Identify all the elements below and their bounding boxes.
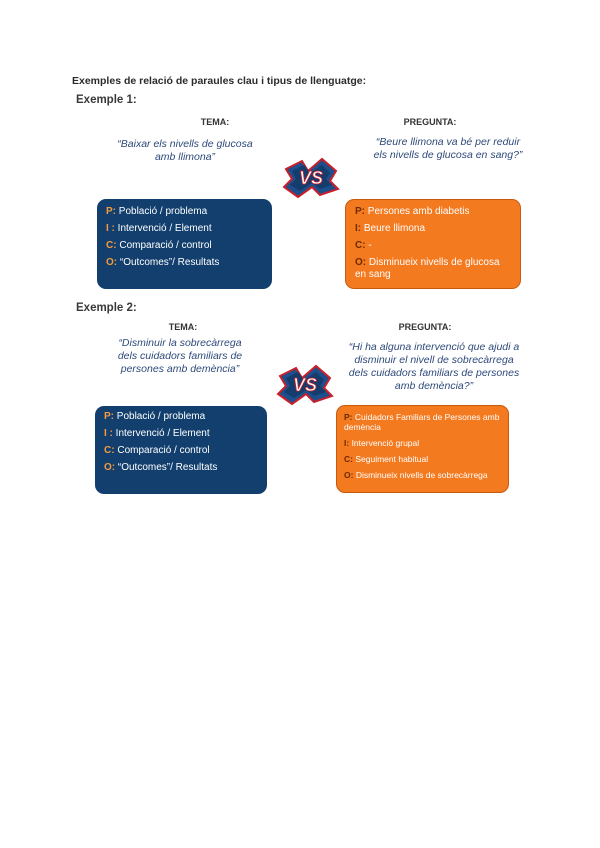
pico-row: I : Intervenció / Element (106, 223, 212, 234)
example-2-tema-quote: “Disminuir la sobrecàrrega dels cuidadors familiars de persones amb demència” (117, 337, 243, 375)
pico-row: C: Seguiment habitual (344, 454, 429, 464)
example-2-tema-heading: TEMA: (168, 322, 198, 332)
example-1-tema-quote: “Baixar els nivells de glucosa amb llimona” (117, 138, 253, 163)
pico-row: O: “Outcomes”/ Resultats (106, 257, 220, 268)
example-1-pico-legend (97, 199, 272, 289)
svg-text:VS: VS (298, 168, 324, 188)
pico-row: P: Població / problema (104, 411, 206, 422)
example-1-pregunta-quote: “Beure llimona va bé per reduir els nivells de glucosa en sang?” (373, 136, 523, 161)
example-1-pregunta-heading: PREGUNTA: (403, 117, 457, 127)
example-1-pico-answer (345, 199, 521, 289)
pico-row: C: Comparació / control (104, 445, 210, 456)
example-2-label: Exemple 2: (76, 302, 137, 314)
pico-row: I : Intervenció / Element (104, 428, 210, 439)
pico-row: I: Intervenció grupal (344, 438, 420, 448)
pico-row: P: Població / problema (106, 206, 208, 217)
page-title: Exemples de relació de paraules clau i tipus de llenguatge: (72, 75, 367, 87)
example-1-label: Exemple 1: (76, 94, 137, 106)
example-1-tema-heading: TEMA: (200, 117, 230, 127)
pico-row: O: Disminueix nivells de sobrecàrrega (344, 470, 488, 480)
pico-row: O: Disminueix nivells de glucosa en sang (355, 257, 500, 280)
pico-row: P: Persones amb diabetis (355, 206, 470, 217)
svg-text:VS: VS (292, 375, 318, 395)
pico-row: C: Comparació / control (106, 240, 212, 251)
vs-badge-icon (276, 362, 334, 406)
pico-row: O: “Outcomes”/ Resultats (104, 462, 218, 473)
example-2-pico-legend (95, 406, 267, 494)
pico-row: C: - (355, 240, 372, 251)
example-2-pregunta-heading: PREGUNTA: (398, 322, 452, 332)
example-2-pregunta-quote: “Hi ha alguna intervenció que ajudi a disminuir el nivell de sobrecàrrega dels cuidadors familiars de persones amb demència?” (348, 341, 520, 392)
pico-row: P: Cuidadors Familiars de Persones amb demència (344, 412, 500, 432)
vs-badge-icon (282, 155, 340, 199)
pico-row: I: Beure llimona (355, 223, 426, 234)
example-2-pico-answer (336, 405, 509, 493)
